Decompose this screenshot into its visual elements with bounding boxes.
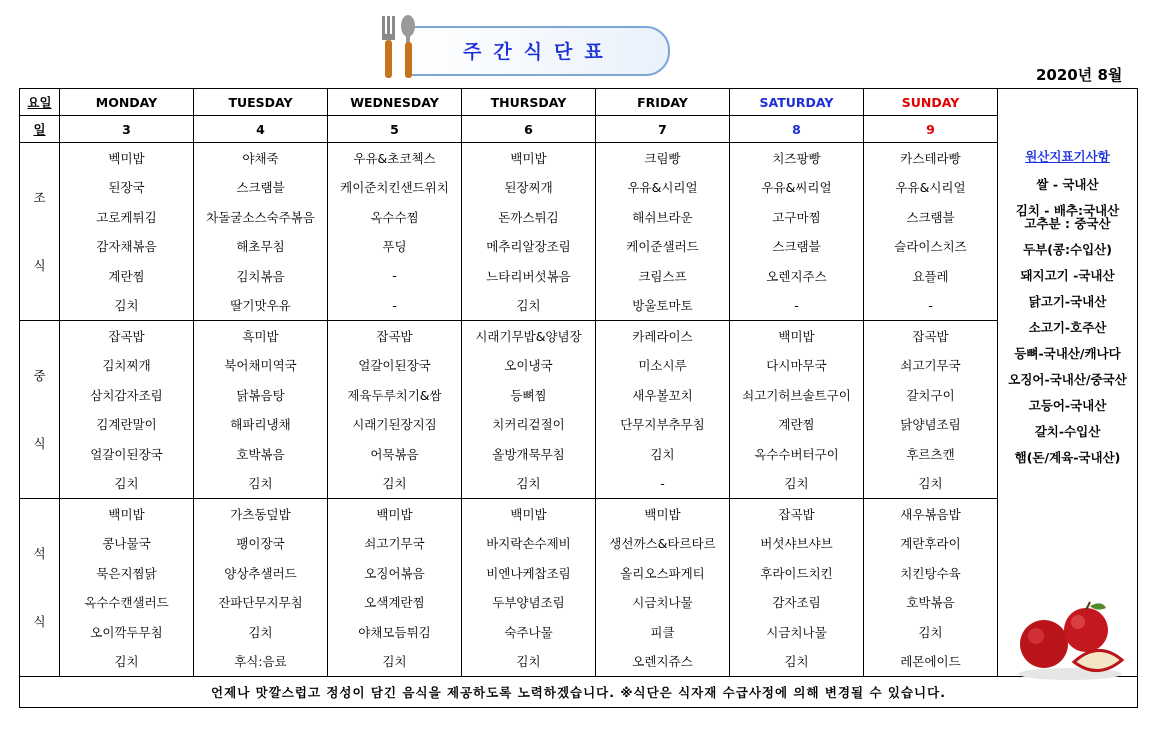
menu-item: 케이준샐러드	[596, 232, 730, 262]
menu-item: 흑미밥	[194, 321, 328, 351]
menu-item: 옥수수버터구이	[730, 439, 864, 469]
menu-item: 올방개묵무침	[462, 439, 596, 469]
menu-item: 새우볶음밥	[864, 499, 998, 529]
day-header: THURSDAY	[462, 89, 596, 116]
origin-title: 원산지표기사항	[1025, 149, 1110, 164]
menu-item: 바지락손수제비	[462, 529, 596, 559]
menu-item: 된장찌개	[462, 173, 596, 203]
menu-item: -	[328, 261, 462, 291]
menu-item: 스크램블	[730, 232, 864, 262]
menu-item: 백미밥	[462, 499, 596, 529]
menu-item: 요플레	[864, 261, 998, 291]
menu-item: 김치찌개	[60, 351, 194, 381]
menu-item: 김치	[596, 439, 730, 469]
menu-item: 어묵볶음	[328, 439, 462, 469]
menu-item: 느타리버섯볶음	[462, 261, 596, 291]
menu-item: 계란후라이	[864, 529, 998, 559]
menu-item: 김치	[730, 469, 864, 499]
menu-item: -	[596, 469, 730, 499]
menu-row	[20, 173, 1138, 203]
menu-item: 시래기무밥&양념장	[462, 321, 596, 351]
menu-item: 등뼈찜	[462, 380, 596, 410]
menu-row	[20, 232, 1138, 262]
menu-item: 묵은지찜닭	[60, 558, 194, 588]
menu-item: 김치	[462, 647, 596, 677]
menu-item: 백미밥	[596, 499, 730, 529]
menu-item: 김치	[462, 291, 596, 321]
menu-item: 닭양념조림	[864, 410, 998, 440]
footer-note: 언제나 맛깔스럽고 정성이 담긴 음식을 제공하도록 노력하겠습니다. ※식단은 식자재 수급사정에 의해 변경될 수 있습니다.	[20, 677, 1138, 708]
day-header: SATURDAY	[730, 89, 864, 116]
menu-item: 해초무침	[194, 232, 328, 262]
apple-image	[1014, 600, 1126, 682]
menu-table	[19, 88, 1138, 708]
menu-date: 2020년 8월	[1036, 66, 1123, 84]
menu-item: 고로케튀김	[60, 202, 194, 232]
menu-item: 단무지부추무침	[596, 410, 730, 440]
menu-item: 계란찜	[60, 261, 194, 291]
date-header: 7	[596, 116, 730, 143]
menu-item: 김치	[328, 469, 462, 499]
menu-item: 스크램블	[194, 173, 328, 203]
menu-row	[20, 499, 1138, 529]
origin-item: 고등어-국내산	[1028, 398, 1107, 413]
origin-item: 김치 - 배추:국내산 고추분 : 중국산	[1015, 203, 1120, 231]
menu-item: 감자조림	[730, 588, 864, 618]
menu-row	[20, 351, 1138, 381]
menu-row	[20, 617, 1138, 647]
menu-item: 호박볶음	[194, 439, 328, 469]
menu-item: 레몬에이드	[864, 647, 998, 677]
origin-item: 등뼈-국내산/캐나다	[1014, 346, 1121, 361]
menu-item: 얼갈이된장국	[60, 439, 194, 469]
meal-label: 조 식	[20, 143, 60, 321]
day-header: WEDNESDAY	[328, 89, 462, 116]
meal-label: 석 식	[20, 499, 60, 677]
menu-item: 잡곡밥	[328, 321, 462, 351]
menu-item: 크림스프	[596, 261, 730, 291]
title-banner	[368, 14, 678, 76]
menu-item: 호박볶음	[864, 588, 998, 618]
origin-item: 햄(돈/계육-국내산)	[1014, 450, 1121, 465]
menu-item: 방울토마토	[596, 291, 730, 321]
menu-row	[20, 439, 1138, 469]
menu-item: 치커리겉절이	[462, 410, 596, 440]
origin-item: 두부(콩:수입산)	[1023, 242, 1112, 257]
menu-item: 새우볼꼬치	[596, 380, 730, 410]
menu-item: 잔파단무지무침	[194, 588, 328, 618]
menu-item: 김계란말이	[60, 410, 194, 440]
menu-item: -	[864, 291, 998, 321]
menu-row	[20, 143, 1138, 173]
menu-item: 김치	[60, 469, 194, 499]
menu-item: 시금치나물	[730, 617, 864, 647]
menu-item: 김치	[864, 617, 998, 647]
menu-item: 우유&시리얼	[596, 173, 730, 203]
menu-row	[20, 321, 1138, 351]
date-header: 6	[462, 116, 596, 143]
menu-item: 김치	[328, 647, 462, 677]
menu-item: 차돌굴소스숙주볶음	[194, 202, 328, 232]
menu-item: 카레라이스	[596, 321, 730, 351]
menu-item: 돈까스튀김	[462, 202, 596, 232]
menu-item: 비엔나케찹조림	[462, 558, 596, 588]
menu-item: 후르츠캔	[864, 439, 998, 469]
menu-item: 양상추샐러드	[194, 558, 328, 588]
menu-item: 오렌지쥬스	[596, 647, 730, 677]
menu-item: 시금치나물	[596, 588, 730, 618]
menu-item: 잡곡밥	[864, 321, 998, 351]
menu-item: 오징어볶음	[328, 558, 462, 588]
origin-item: 쌀 - 국내산	[1036, 177, 1099, 192]
date-header: 4	[194, 116, 328, 143]
menu-item: 오이깍두무침	[60, 617, 194, 647]
menu-item: 숙주나물	[462, 617, 596, 647]
menu-item: 야채죽	[194, 143, 328, 173]
menu-item: 계란찜	[730, 410, 864, 440]
menu-item: 백미밥	[60, 499, 194, 529]
menu-item: 야채모듬튀김	[328, 617, 462, 647]
menu-item: 감자채볶음	[60, 232, 194, 262]
menu-item: 김치	[730, 647, 864, 677]
day-label: 요일	[20, 89, 60, 116]
menu-item: 쇠고기무국	[864, 351, 998, 381]
page-title: 주간식단표	[463, 41, 615, 63]
menu-item: 오이냉국	[462, 351, 596, 381]
menu-item: 시래기된장지짐	[328, 410, 462, 440]
menu-item: 갈치구이	[864, 380, 998, 410]
menu-item: 닭볶음탕	[194, 380, 328, 410]
menu-item: 두부양념조림	[462, 588, 596, 618]
menu-item: 잡곡밥	[730, 499, 864, 529]
menu-item: 김치	[60, 647, 194, 677]
menu-item: 크림빵	[596, 143, 730, 173]
menu-item: 팽이장국	[194, 529, 328, 559]
menu-item: 버섯샤브샤브	[730, 529, 864, 559]
date-header: 3	[60, 116, 194, 143]
menu-item: 메추리알장조림	[462, 232, 596, 262]
menu-item: 김치	[462, 469, 596, 499]
menu-item: -	[328, 291, 462, 321]
menu-item: 푸딩	[328, 232, 462, 262]
menu-item: 삼치감자조림	[60, 380, 194, 410]
menu-row	[20, 469, 1138, 499]
menu-row	[20, 261, 1138, 291]
menu-row	[20, 291, 1138, 321]
menu-item: 백미밥	[328, 499, 462, 529]
menu-item: 미소시루	[596, 351, 730, 381]
menu-item: 후식:음료	[194, 647, 328, 677]
menu-item: 피클	[596, 617, 730, 647]
date-header: 8	[730, 116, 864, 143]
day-header: SUNDAY	[864, 89, 998, 116]
day-header: FRIDAY	[596, 89, 730, 116]
menu-item: 콩나물국	[60, 529, 194, 559]
menu-item: 우유&시리얼	[864, 173, 998, 203]
menu-row	[20, 380, 1138, 410]
menu-item: 김치볶음	[194, 261, 328, 291]
origin-panel	[998, 89, 1138, 677]
menu-item: 해파리냉채	[194, 410, 328, 440]
date-header-row	[20, 116, 1138, 143]
menu-item: 우유&초코첵스	[328, 143, 462, 173]
origin-item: 돼지고기 -국내산	[1020, 268, 1115, 283]
menu-row	[20, 202, 1138, 232]
origin-item: 오징어-국내산/중국산	[1008, 372, 1127, 387]
menu-item: 스크램블	[864, 202, 998, 232]
menu-item: 가츠동덮밥	[194, 499, 328, 529]
menu-item: 된장국	[60, 173, 194, 203]
menu-item: 치킨탕수육	[864, 558, 998, 588]
date-label: 일	[20, 116, 60, 143]
menu-item: 김치	[60, 291, 194, 321]
meal-label: 중 식	[20, 321, 60, 499]
origin-item: 닭고기-국내산	[1028, 294, 1107, 309]
menu-item: 쇠고기허브솔트구이	[730, 380, 864, 410]
menu-item: 김치	[194, 617, 328, 647]
menu-item: 잡곡밥	[60, 321, 194, 351]
menu-item: 고구마찜	[730, 202, 864, 232]
footer-row	[20, 677, 1138, 708]
menu-item: 제육두루치기&쌈	[328, 380, 462, 410]
menu-item: 김치	[864, 469, 998, 499]
date-header: 5	[328, 116, 462, 143]
menu-item: 얼갈이된장국	[328, 351, 462, 381]
utensils-icon	[368, 14, 428, 80]
menu-item: 치즈팡빵	[730, 143, 864, 173]
menu-item: 옥수수캔샐러드	[60, 588, 194, 618]
menu-item: 다시마무국	[730, 351, 864, 381]
menu-row	[20, 558, 1138, 588]
menu-item: 해쉬브라운	[596, 202, 730, 232]
menu-item: 후라이드치킨	[730, 558, 864, 588]
menu-item: 쇠고기무국	[328, 529, 462, 559]
menu-item: 백미밥	[462, 143, 596, 173]
day-header: MONDAY	[60, 89, 194, 116]
menu-item: 생선까스&타르타르	[596, 529, 730, 559]
menu-item: 벡미밥	[60, 143, 194, 173]
menu-item: 북어채미역국	[194, 351, 328, 381]
menu-item: 슬라이스치즈	[864, 232, 998, 262]
menu-row	[20, 410, 1138, 440]
menu-row	[20, 588, 1138, 618]
origin-item: 소고기-호주산	[1028, 320, 1107, 335]
menu-item: 우유&씨리얼	[730, 173, 864, 203]
menu-item: 옥수수찜	[328, 202, 462, 232]
day-header-row	[20, 89, 1138, 116]
date-header: 9	[864, 116, 998, 143]
menu-item: 김치	[194, 469, 328, 499]
menu-item: 백미밥	[730, 321, 864, 351]
menu-item: 딸기맛우유	[194, 291, 328, 321]
menu-row	[20, 529, 1138, 559]
menu-row	[20, 647, 1138, 677]
menu-item: 올리오스파게티	[596, 558, 730, 588]
menu-item: 케이준치킨샌드위치	[328, 173, 462, 203]
origin-item: 갈치-수입산	[1034, 424, 1101, 439]
menu-item: 카스테라빵	[864, 143, 998, 173]
menu-item: 오색계란찜	[328, 588, 462, 618]
menu-item: -	[730, 291, 864, 321]
menu-item: 오렌지주스	[730, 261, 864, 291]
day-header: TUESDAY	[194, 89, 328, 116]
